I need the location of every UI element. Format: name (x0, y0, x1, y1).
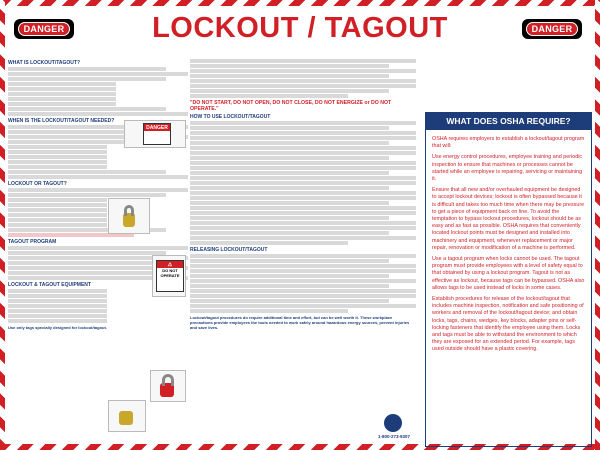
warning-notice: "DO NOT START, DO NOT OPEN, DO NOT CLOSE, DO NOT ENERGIZE or DO NOT OPERATE." (190, 100, 392, 113)
section-heading-lockout-or-tagout: LOCKOUT OR TAGOUT? (8, 181, 67, 187)
yellow-padlock-icon (119, 411, 133, 425)
equipment-note: Use only tags specially designed for lockout/tagout. (8, 325, 107, 330)
logo-icon (384, 414, 402, 432)
illustration-do-not-operate-tag (152, 255, 186, 297)
osha-paragraph-5: Establish procedures for release of the lockout/tagout that includes machine inspection, notification and safe positioning of workers and removal of the lockout/tagout device; and obtain locks, tags, chains, wedges, key blocks, adapter pins or self-locking fasteners that identify the employee using them. Locks and tags must be able to withstand the environment to which they are exposed for an extended period. For example, tags used outside should have a plastic covering. (432, 296, 584, 353)
closing-statement: Lockout/tagout procedures do require additional time and effort, but can be well worth it. These workplace precautions provide employees the tools needed to work safely around hazardous energy sources, prevent injuries and save lives. (190, 315, 410, 331)
danger-badge-left (14, 19, 74, 39)
osha-panel-heading: WHAT DOES OSHA REQUIRE? (425, 112, 592, 130)
osha-paragraph-1: OSHA requires employers to establish a lockout/tagout program that will: (432, 136, 585, 150)
osha-panel-body (425, 130, 592, 447)
danger-tag-image-label: DANGER (144, 124, 170, 131)
phone-number: 1-800-273-9307 (378, 434, 411, 439)
do-not-operate-label: DO NOT OPERATE (160, 268, 180, 278)
osha-paragraph-3: Ensure that all new and/or overhauled equipment be designed to accept lockout devices; lockout is often bypassed because it is difficult and takes too much time when there may be pressure to get a piece of equipment back on line. To avoid the temptation to bypass lockout procedures, lockout should be as easy and as fast as possible. OSHA requires that conveniently located lockout points must be designed and installed into machinery and equipment, whenever replacement or major repair, renovation or modification of a machine is performed. (432, 187, 585, 251)
illustration-danger-tag (124, 120, 186, 148)
section-heading-what-is: WHAT IS LOCKOUT/TAGOUT? (8, 60, 81, 66)
danger-tag-image (143, 123, 171, 145)
hazard-stripe-top (0, 0, 600, 6)
section-heading-releasing: RELEASING LOCKOUT/TAGOUT (190, 247, 268, 254)
osha-requirements-panel (425, 112, 592, 440)
do-not-operate-tag-image: ⚠ DO NOT OPERATE (156, 260, 184, 292)
illustration-lock-hasp (150, 370, 186, 402)
danger-badge-right (522, 19, 582, 39)
hazard-stripe-left (0, 0, 5, 450)
page-title: LOCKOUT / TAGOUT (152, 12, 448, 44)
section-heading-how-to-use: HOW TO USE LOCKOUT/TAGOUT (190, 114, 271, 121)
hazard-stripe-right (595, 0, 600, 450)
section-heading-equipment: LOCKOUT & TAGOUT EQUIPMENT (8, 282, 91, 288)
danger-badge-right-label: DANGER (526, 22, 579, 36)
danger-badge-left-label: DANGER (18, 22, 71, 36)
section-heading-when-needed: WHEN IS THE LOCKOUT/TAGOUT NEEDED? (8, 118, 115, 124)
illustration-lock-device (108, 400, 146, 432)
middle-column (190, 58, 416, 332)
osha-paragraph-4: Use a tagout program when locks cannot be used. The tagout program must provide employees with a level of safety equal to that obtained by using a lockout program. Tagout is not as effective as lockout, because tags can be bypassed. OSHA also allows tags to be used instead of locks in some cases. (432, 256, 585, 291)
illustration-valve-lockout (108, 198, 150, 234)
section-heading-tagout-program: TAGOUT PROGRAM (8, 239, 57, 245)
osha-paragraph-2: Use energy control procedures, employee training and periodic inspection to ensure that machines or processes cannot be started while an employee is repairing, servicing or maintaining it. (432, 154, 583, 183)
